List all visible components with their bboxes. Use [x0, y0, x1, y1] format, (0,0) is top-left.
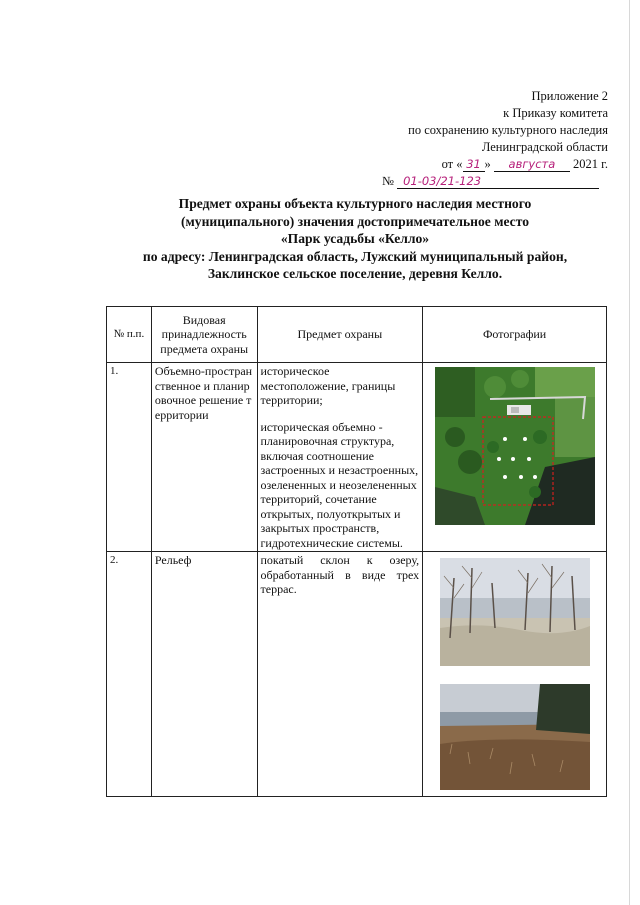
row-subject: историческое местоположение, границы территории; историческая объемно - планировочная структура, включая соотношение застроенных и незастроенных, озелененных и неозелененных территорий, сочетание открытых, полуоткрытых и закрытых пространств, гидротехнические системы. [257, 363, 423, 552]
row-number: 1. [107, 363, 152, 552]
region-name: Ленинградской области [481, 140, 608, 154]
lake-slope-photo [440, 684, 590, 790]
row-type: Объемно-пространственное и планировочное решение территории [151, 363, 257, 552]
appendix-label: Приложение 2 [531, 89, 608, 103]
committee-name: по сохранению культурного наследия [408, 123, 608, 137]
order-number-value: 01-03/21-123 [397, 174, 599, 189]
aerial-photo [435, 367, 595, 525]
order-date: от « 31 » августа 2021 г. [441, 157, 608, 171]
order-number: № 01-03/21-123 [380, 173, 608, 190]
header-subject: Предмет охраны [257, 307, 423, 363]
terrace-photo [440, 558, 590, 666]
document-title: Предмет охраны объекта культурного наследия местного (муниципального) значения достопримечательное место «Парк усадьбы «Келло» по адресу: Ленинградская область, Лужский муниципальный район, Заклинское сельское поселение, деревня Келло. [142, 196, 568, 281]
row-number: 2. [107, 552, 152, 797]
appendix-header [380, 88, 608, 190]
table-row [107, 552, 607, 797]
row-photos [423, 552, 607, 797]
row-photos [423, 363, 607, 552]
table-row [107, 363, 607, 552]
row-type: Рельеф [151, 552, 257, 797]
page-edge [629, 0, 630, 905]
protection-table [106, 306, 607, 797]
date-month: августа [494, 157, 570, 172]
header-type: Видовая принадлежность предмета охраны [151, 307, 257, 363]
row-subject: покатый склон к озеру, обработанный в виде трех террас. [257, 552, 423, 797]
header-photos: Фотографии [423, 307, 607, 363]
date-year: 2021 г. [573, 157, 608, 171]
order-reference: к Приказу комитета [503, 106, 608, 120]
header-number: № п.п. [107, 307, 152, 363]
date-day: 31 [463, 157, 485, 172]
table-header-row [107, 307, 607, 363]
